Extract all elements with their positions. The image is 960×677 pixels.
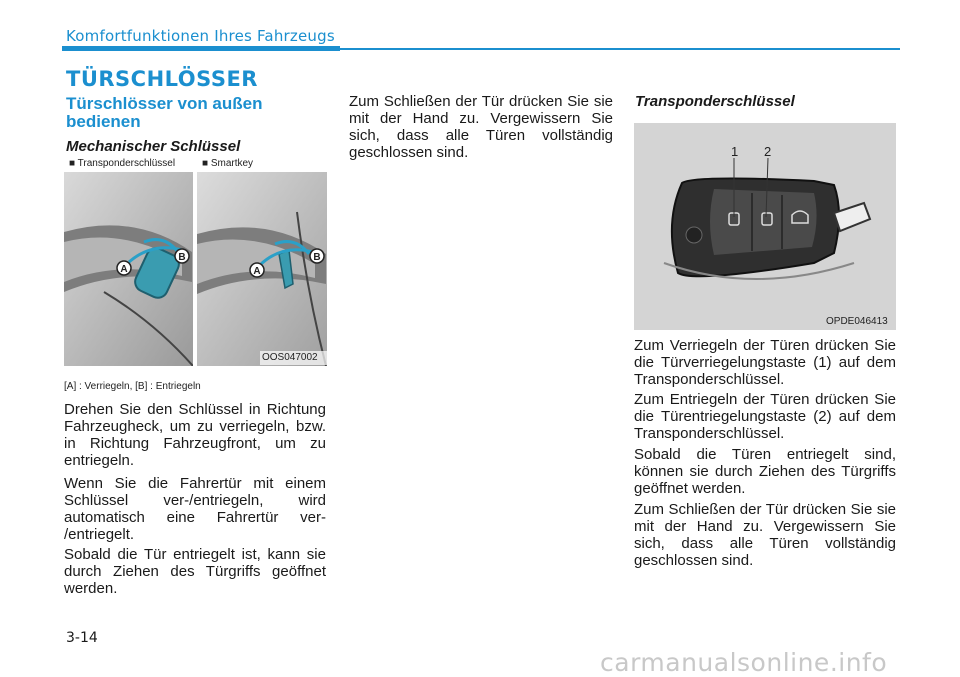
- marker-b: B: [178, 252, 186, 263]
- col3-paragraph-4: Zum Schließen der Tür drücken Sie sie mit der Hand zu. Vergewissern Sie sich, dass alle Türen vollständig geschlossen sind.: [634, 501, 896, 569]
- door-lock-photo-smartkey: [197, 172, 327, 366]
- callout-1: 1: [731, 144, 739, 159]
- col1-paragraph-1: Drehen Sie den Schlüssel in Richtung Fahrzeugheck, um zu verriegeln, bzw. in Richtung Fahrzeugfront, um zu entriegeln.: [64, 401, 326, 469]
- figure1-caption: [A] : Verriegeln, [B] : Entriegeln: [64, 381, 201, 392]
- marker-a: A: [120, 264, 128, 275]
- section-subtitle: Türschlösser von außen bedienen: [66, 94, 263, 131]
- col3-paragraph-2: Zum Entriegeln der Türen drücken Sie die Türentriegelungstaste (2) auf dem Transponderschlüssel.: [634, 391, 896, 442]
- watermark: carmanualsonline.info: [600, 648, 888, 677]
- section-header-title: Komfortfunktionen Ihres Fahrzeugs: [66, 27, 335, 45]
- door-lock-photo-transponder: [64, 172, 193, 366]
- figure1-code: OOS047002: [262, 352, 318, 363]
- figure-label-smartkey: ■ Smartkey: [202, 158, 254, 169]
- col1-paragraph-3: Sobald die Tür entriegelt ist, kann sie durch Ziehen des Türgriffs geöffnet werden.: [64, 546, 326, 597]
- callout-2: 2: [764, 144, 772, 159]
- header-rule-thin: [340, 48, 900, 50]
- marker-a-2: A: [253, 266, 261, 277]
- col3-paragraph-3: Sobald die Türen entriegelt sind, können sie durch Ziehen des Türgriffs geöffnet werden.: [634, 446, 896, 497]
- transponder-key-photo: [634, 123, 896, 330]
- header-rule-thick: [62, 46, 340, 51]
- figure2-code: OPDE046413: [826, 316, 888, 327]
- figure-label-transponder: ■ Transponderschlüssel: [69, 158, 176, 169]
- marker-b-2: B: [313, 252, 321, 263]
- col1-paragraph-2: Wenn Sie die Fahrertür mit einem Schlüssel ver-/entriegeln, wird automatisch eine Fahrertür ver- /entriegelt.: [64, 475, 326, 543]
- page-title: TÜRSCHLÖSSER: [66, 67, 258, 91]
- transponder-key-heading: Transponderschlüssel: [635, 93, 795, 110]
- col3-paragraph-1: Zum Verriegeln der Türen drücken Sie die Türverriegelungstaste (1) auf dem Transponderschlüssel.: [634, 337, 896, 388]
- mechanical-key-heading: Mechanischer Schlüssel: [66, 138, 241, 155]
- page-number: 3-14: [66, 630, 98, 646]
- col2-paragraph-1: Zum Schließen der Tür drücken Sie sie mit der Hand zu. Vergewissern Sie sich, dass alle Türen vollständig geschlossen sind.: [349, 93, 613, 161]
